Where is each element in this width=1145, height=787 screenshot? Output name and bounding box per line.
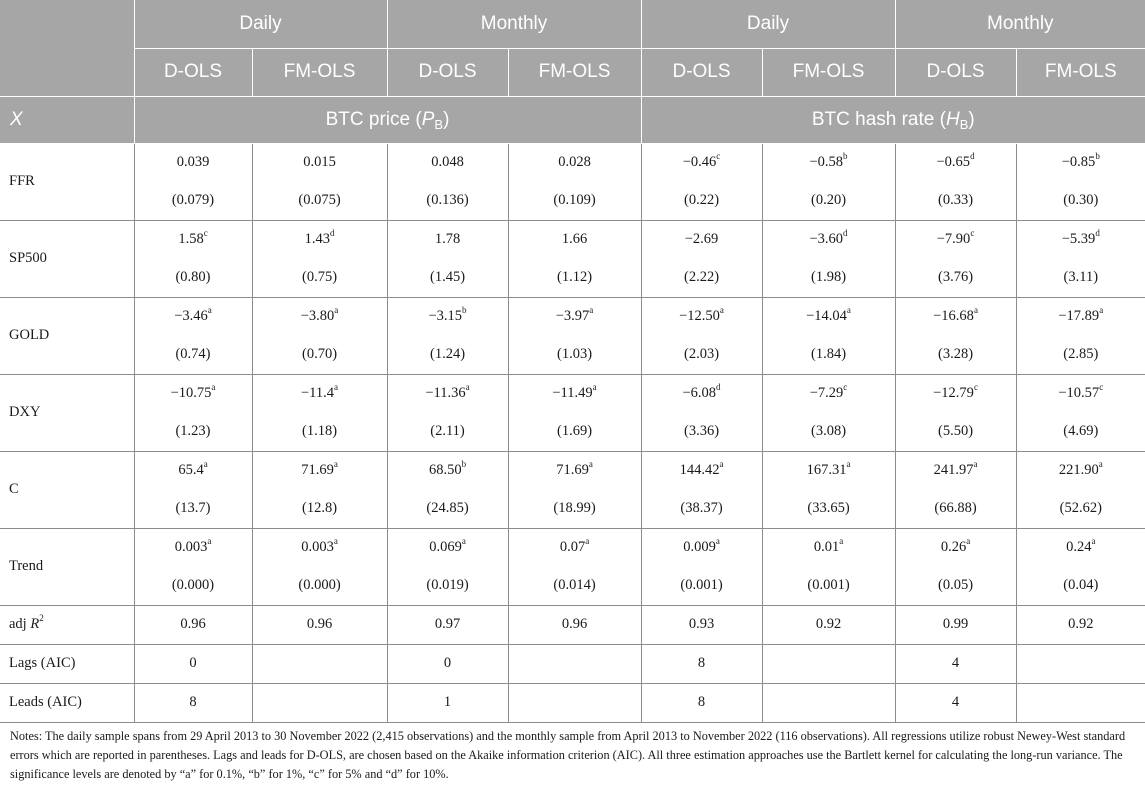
standard-error-cell: (0.75) (252, 259, 387, 298)
period-header: Daily (641, 0, 895, 48)
table-row (0, 567, 1145, 606)
variable-label: SP500 (0, 220, 134, 297)
coefficient-value: 1.58 (178, 231, 204, 247)
lags-value (1016, 644, 1145, 683)
standard-error-cell: (0.001) (641, 567, 762, 606)
coefficient-value: −0.85 (1061, 154, 1096, 170)
table-row (0, 143, 1145, 182)
period-header-row (0, 0, 1145, 48)
coefficient-value: 0.003 (174, 539, 208, 555)
coefficient-value: −10.75 (170, 385, 212, 401)
standard-error-cell: (1.12) (508, 259, 641, 298)
coefficient-cell (134, 220, 252, 259)
standard-error-cell: (1.69) (508, 413, 641, 452)
coefficient-cell (641, 220, 762, 259)
significance-marker: c (203, 228, 208, 239)
coefficient-value: −2.69 (684, 231, 719, 247)
significance-marker: a (973, 305, 978, 316)
coefficient-cell (762, 528, 895, 567)
leads-value: 8 (134, 683, 252, 722)
standard-error-cell: (0.019) (387, 567, 508, 606)
table-notes: Notes: The daily sample spans from 29 April 2013 to 30 November 2022 (2,415 observations) and the monthly sample from April 2013 to November 2022 (116 observations). All regressions utilize robust Newey-West standard errors which are reported in parentheses. Lags and leads for D-OLS, are chosen based on the Akaike information criterion (AIC). All three estimation approaches use the Bartlett kernel for calculating the long-run variance. The significance levels are denoted by “a” for 0.1%, “b” for 1%, “c” for 5% and “d” for 10%. (10, 729, 1126, 781)
coefficient-cell (1016, 451, 1145, 490)
variable-label: GOLD (0, 297, 134, 374)
significance-marker: c (1099, 382, 1104, 393)
coefficient-value: −17.89 (1058, 308, 1100, 324)
variable-label: Trend (0, 528, 134, 605)
coefficient-value: −0.46 (682, 154, 717, 170)
method-header: FM-OLS (252, 48, 387, 96)
table-row (0, 374, 1145, 413)
adj-r2-prefix: adj (9, 616, 31, 632)
leads-value: 4 (895, 683, 1016, 722)
significance-marker: a (715, 536, 720, 547)
standard-error-cell: (1.03) (508, 336, 641, 375)
coefficient-value: −7.29 (809, 385, 844, 401)
coefficient-cell (1016, 143, 1145, 182)
standard-error-cell: (2.11) (387, 413, 508, 452)
coefficient-cell (641, 374, 762, 413)
coefficient-cell (387, 451, 508, 490)
significance-marker: a (1098, 459, 1103, 470)
period-header: Monthly (387, 0, 641, 48)
standard-error-cell: (0.33) (895, 182, 1016, 221)
coefficient-cell (762, 297, 895, 336)
coefficient-cell (508, 143, 641, 182)
coefficient-value: 0.028 (558, 154, 591, 170)
coefficient-value: 0.07 (559, 539, 586, 555)
coefficient-cell (895, 451, 1016, 490)
significance-marker: a (719, 305, 724, 316)
significance-marker: a (592, 382, 597, 393)
lags-value: 4 (895, 644, 1016, 683)
coefficient-value: −11.36 (425, 385, 466, 401)
standard-error-cell: (52.62) (1059, 500, 1102, 516)
coefficient-value: −10.57 (1058, 385, 1100, 401)
significance-marker: a (465, 382, 470, 393)
coefficient-cell (387, 374, 508, 413)
standard-error-cell: (0.136) (387, 182, 508, 221)
btc-hash-rate-group-header (641, 96, 1145, 143)
significance-marker: c (716, 151, 721, 162)
coefficient-value: 144.42 (679, 462, 720, 478)
standard-error-cell: (0.014) (508, 567, 641, 606)
standard-error-cell: (1.98) (762, 259, 895, 298)
coefficient-cell (252, 528, 387, 567)
adj-r2-value: 0.93 (641, 605, 762, 644)
adj-r2-value: 0.96 (252, 605, 387, 644)
standard-error-cell: (1.24) (387, 336, 508, 375)
standard-error-cell: (38.37) (641, 490, 762, 529)
standard-error-cell: (5.50) (895, 413, 1016, 452)
table-row (0, 528, 1145, 567)
standard-error-cell: (0.80) (134, 259, 252, 298)
table-row (0, 220, 1145, 259)
table-row (0, 490, 1145, 529)
lags-value: 8 (641, 644, 762, 683)
standard-error-cell: (18.99) (508, 490, 641, 529)
standard-error-cell: (1.84) (762, 336, 895, 375)
leads-label: Leads (AIC) (0, 683, 134, 722)
coefficient-value: 0.039 (176, 154, 210, 170)
coefficient-cell (762, 143, 895, 182)
coefficient-cell (895, 143, 1016, 182)
coefficient-cell (134, 143, 252, 182)
coefficient-cell (387, 528, 508, 567)
significance-marker: d (1095, 228, 1100, 239)
leads-value (1016, 683, 1145, 722)
coefficient-value: −11.49 (552, 385, 593, 401)
significance-marker: a (333, 536, 338, 547)
coefficient-value: 1.66 (561, 231, 588, 247)
standard-error-cell: (1.45) (387, 259, 508, 298)
group-label: BTC price ( (325, 108, 422, 130)
significance-marker: a (203, 459, 208, 470)
coefficient-cell (252, 374, 387, 413)
leads-row (0, 683, 1145, 722)
adj-r2-value: 0.96 (134, 605, 252, 644)
coefficient-value: −7.90 (936, 231, 971, 247)
table-row (0, 182, 1145, 221)
lags-label: Lags (AIC) (0, 644, 134, 683)
standard-error-cell: (3.11) (1063, 269, 1099, 285)
significance-marker: a (846, 305, 851, 316)
adj-r2-value: 0.99 (895, 605, 1016, 644)
coefficient-value: 167.31 (806, 462, 847, 478)
coefficient-cell (134, 374, 252, 413)
coefficient-value: 0.003 (301, 539, 334, 555)
lags-value: 0 (134, 644, 252, 683)
coefficient-cell (134, 451, 252, 490)
coefficient-value: −16.68 (933, 308, 974, 324)
significance-marker: a (207, 536, 212, 547)
standard-error-cell: (66.88) (895, 490, 1016, 529)
coefficient-value: −3.46 (174, 308, 208, 324)
method-header: D-OLS (641, 48, 762, 96)
standard-error-cell: (0.04) (1063, 577, 1099, 593)
table-row (0, 336, 1145, 375)
x-column-header: X (0, 96, 134, 143)
variable-label: FFR (0, 143, 134, 220)
significance-marker: a (1091, 536, 1096, 547)
standard-error-cell: (12.8) (252, 490, 387, 529)
significance-marker: a (334, 305, 339, 316)
standard-error-cell: (0.079) (134, 182, 252, 221)
leads-value: 8 (641, 683, 762, 722)
standard-error-cell: (2.22) (641, 259, 762, 298)
coefficient-cell (762, 220, 895, 259)
leads-value (252, 683, 387, 722)
standard-error-cell: (13.7) (134, 490, 252, 529)
significance-marker: a (588, 459, 593, 470)
coefficient-value: −12.79 (933, 385, 974, 401)
coefficient-value: −14.04 (806, 308, 847, 324)
group-close: ) (968, 108, 975, 130)
coefficient-value: −3.15 (428, 308, 463, 324)
group-symbol: P (421, 108, 435, 130)
coefficient-value: 0.01 (813, 539, 840, 555)
coefficient-cell (508, 451, 641, 490)
coefficient-cell (1016, 528, 1145, 567)
coefficient-cell (895, 220, 1016, 259)
coefficient-value: 0.048 (431, 154, 464, 170)
standard-error-cell: (33.65) (762, 490, 895, 529)
group-symbol: H (945, 108, 960, 130)
standard-error-cell: (3.08) (762, 413, 895, 452)
coefficient-value: 71.69 (301, 462, 334, 478)
standard-error-cell: (1.23) (134, 413, 252, 452)
coefficient-value: −3.60 (809, 231, 844, 247)
coefficient-cell (508, 220, 641, 259)
coefficient-cell (134, 297, 252, 336)
coefficient-cell (641, 143, 762, 182)
standard-error-cell: (3.28) (895, 336, 1016, 375)
method-header: FM-OLS (1016, 48, 1145, 96)
coefficient-cell (134, 528, 252, 567)
btc-price-group-header (134, 96, 641, 143)
standard-error-cell: (0.20) (762, 182, 895, 221)
table-row (0, 259, 1145, 298)
method-header: D-OLS (134, 48, 252, 96)
significance-marker: a (589, 305, 594, 316)
significance-marker: c (843, 382, 848, 393)
standard-error-cell: (1.18) (252, 413, 387, 452)
significance-marker: a (585, 536, 590, 547)
lags-value (762, 644, 895, 683)
significance-marker: a (334, 382, 339, 393)
leads-value: 1 (387, 683, 508, 722)
coefficient-cell (641, 297, 762, 336)
significance-marker: b (461, 459, 467, 470)
standard-error-cell: (0.05) (895, 567, 1016, 606)
table-row (0, 413, 1145, 452)
standard-error-cell: (0.22) (641, 182, 762, 221)
coefficient-value: −0.65 (936, 154, 971, 170)
significance-marker: a (461, 536, 466, 547)
coefficient-cell (252, 297, 387, 336)
table-row (0, 451, 1145, 490)
adj-r2-value: 0.92 (762, 605, 895, 644)
significance-marker: a (839, 536, 844, 547)
significance-marker: b (843, 151, 848, 162)
coefficient-cell (252, 220, 387, 259)
header-corner (0, 0, 134, 96)
coefficient-cell (252, 451, 387, 490)
significance-marker: b (462, 305, 467, 316)
standard-error-cell: (0.74) (134, 336, 252, 375)
adj-r2-superscript: 2 (39, 613, 44, 624)
significance-marker: a (207, 305, 212, 316)
significance-marker: a (211, 382, 216, 393)
standard-error-cell: (0.70) (252, 336, 387, 375)
standard-error-cell: (2.85) (1063, 346, 1099, 362)
significance-marker: a (1099, 305, 1104, 316)
leads-value (508, 683, 641, 722)
variable-header-row (0, 96, 1145, 143)
significance-marker: a (719, 459, 724, 470)
coefficient-value: −12.50 (679, 308, 720, 324)
coefficient-cell (1016, 220, 1145, 259)
coefficient-value: 1.43 (304, 231, 330, 247)
coefficient-cell (508, 374, 641, 413)
adj-r2-value: 0.92 (1016, 605, 1145, 644)
coefficient-cell (641, 451, 762, 490)
coefficient-cell (252, 143, 387, 182)
significance-marker: d (716, 382, 721, 393)
coefficient-cell (895, 297, 1016, 336)
variable-label: C (0, 451, 134, 528)
coefficient-value: 221.90 (1058, 462, 1099, 478)
coefficient-cell (895, 374, 1016, 413)
standard-error-cell: (0.109) (508, 182, 641, 221)
group-close: ) (443, 108, 450, 130)
lags-value (252, 644, 387, 683)
leads-value (762, 683, 895, 722)
standard-error-cell: (0.000) (252, 567, 387, 606)
method-header: FM-OLS (762, 48, 895, 96)
method-header-row (0, 48, 1145, 96)
coefficient-value: 0.009 (683, 539, 716, 555)
coefficient-value: −0.58 (809, 154, 844, 170)
significance-marker: a (846, 459, 851, 470)
standard-error-cell: (0.30) (1063, 192, 1099, 208)
period-header: Daily (134, 0, 387, 48)
coefficient-cell (508, 528, 641, 567)
standard-error-cell: (0.000) (134, 567, 252, 606)
coefficient-cell (508, 297, 641, 336)
coefficient-cell (641, 528, 762, 567)
table-row (0, 297, 1145, 336)
significance-marker: c (970, 228, 975, 239)
significance-marker: a (973, 459, 978, 470)
table-body (0, 143, 1145, 722)
coefficient-value: 1.78 (434, 231, 461, 247)
method-header: D-OLS (895, 48, 1016, 96)
coefficient-cell (387, 143, 508, 182)
significance-marker: a (966, 536, 971, 547)
coefficient-value: 68.50 (428, 462, 462, 478)
significance-marker: b (1095, 151, 1100, 162)
variable-label: DXY (0, 374, 134, 451)
coefficient-cell (762, 374, 895, 413)
lags-value (508, 644, 641, 683)
coefficient-value: 0.24 (1066, 539, 1092, 555)
group-subscript: B (959, 116, 969, 132)
coefficient-value: 0.015 (303, 154, 336, 170)
method-header: FM-OLS (508, 48, 641, 96)
period-header: Monthly (895, 0, 1145, 48)
standard-error-cell: (3.36) (641, 413, 762, 452)
group-label: BTC hash rate ( (811, 108, 946, 130)
coefficient-cell (1016, 374, 1145, 413)
adj-r2-symbol: R (30, 616, 40, 632)
coefficient-cell (387, 220, 508, 259)
standard-error-cell: (3.76) (895, 259, 1016, 298)
standard-error-cell: (2.03) (641, 336, 762, 375)
coefficient-value: −5.39 (1061, 231, 1096, 247)
adj-r2-value: 0.97 (387, 605, 508, 644)
standard-error-cell: (0.001) (762, 567, 895, 606)
group-subscript: B (434, 116, 444, 132)
coefficient-value: −3.97 (555, 308, 590, 324)
coefficient-cell (1016, 297, 1145, 336)
lags-value: 0 (387, 644, 508, 683)
standard-error-cell: (4.69) (1063, 423, 1099, 439)
coefficient-cell (387, 297, 508, 336)
adj-r2-label (0, 605, 134, 644)
adj-r2-value: 0.96 (508, 605, 641, 644)
coefficient-value: 241.97 (933, 462, 974, 478)
coefficient-cell (895, 528, 1016, 567)
coefficient-value: 65.4 (178, 462, 204, 478)
method-header: D-OLS (387, 48, 508, 96)
coefficient-value: 0.26 (940, 539, 967, 555)
adj-r2-row (0, 605, 1145, 644)
significance-marker: c (973, 382, 978, 393)
significance-marker: a (333, 459, 338, 470)
standard-error-cell: (0.075) (252, 182, 387, 221)
coefficient-cell (762, 451, 895, 490)
significance-marker: d (843, 228, 848, 239)
significance-marker: d (970, 151, 975, 162)
coefficient-value: −6.08 (682, 385, 717, 401)
coefficient-value: 71.69 (556, 462, 589, 478)
coefficient-value: −3.80 (300, 308, 335, 324)
significance-marker: d (329, 228, 335, 239)
coefficient-value: 0.069 (429, 539, 462, 555)
standard-error-cell: (24.85) (387, 490, 508, 529)
coefficient-value: −11.4 (301, 385, 335, 401)
lags-row (0, 644, 1145, 683)
